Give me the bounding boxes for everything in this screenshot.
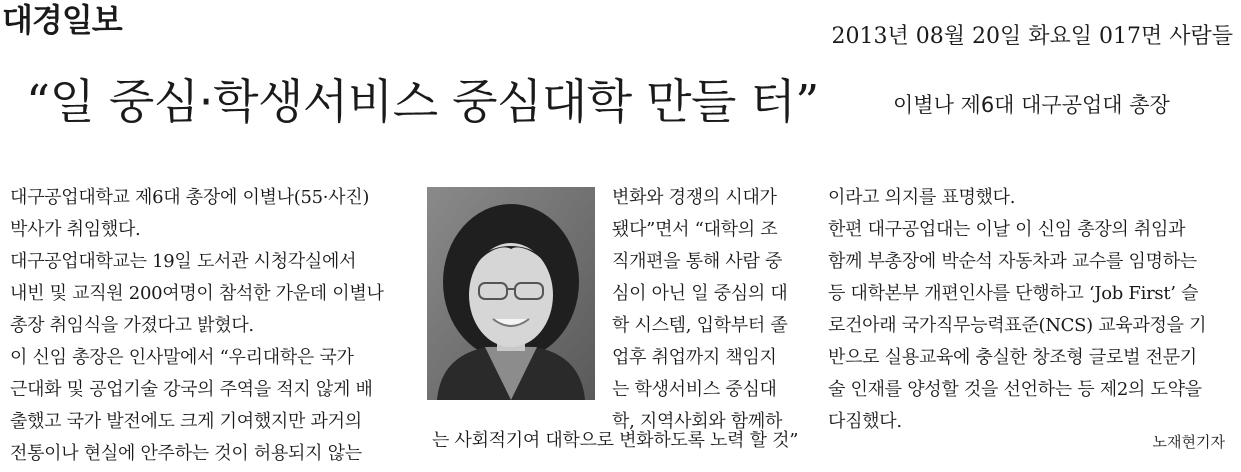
article-line: 업후 취업까지 책임지 [612, 347, 777, 368]
masthead-logo: 대경일보 [2, 1, 122, 39]
article-line: 박사가 취임했다. [10, 219, 141, 240]
article-line: 이라고 의지를 표명했다. [828, 187, 1016, 208]
dateline: 2013년 08월 20일 화요일 017면 사람들 [831, 24, 1233, 49]
article-line: 심이 아닌 일 중심의 대 [612, 283, 788, 304]
article-line: 내빈 및 교직원 200여명이 참석한 가운데 이별나 [10, 283, 384, 304]
article-line: 다짐했다. [828, 411, 902, 432]
headline [26, 73, 819, 133]
article-line: 는 학생서비스 중심대 [612, 379, 777, 400]
article-line: 직개편을 통해 사람 중 [612, 251, 783, 272]
article-line: 술 인재를 양성할 것을 선언하는 등 제2의 도약을 [828, 379, 1202, 400]
article-line: 출했고 국가 발전에도 크게 기여했지만 과거의 [10, 411, 362, 432]
portrait-image [427, 187, 595, 400]
article-line: 한편 대구공업대는 이날 이 신임 총장의 취임과 [828, 219, 1186, 240]
article-line: 총장 취임식을 가졌다고 밝혔다. [10, 315, 254, 336]
article-line: 등 대학본부 개편인사를 단행하고 ‘Job First’ 슬 [828, 283, 1199, 304]
article-column-2-continued: 는 사회적기여 대학으로 변화하도록 노력 할 것” [432, 430, 799, 451]
article-line: 로건아래 국가직무능력표준(NCS) 교육과정을 기 [828, 315, 1207, 336]
article-line: 변화와 경쟁의 시대가 [612, 187, 777, 208]
subheadline: 이별나 제6대 대구공업대 총장 [893, 93, 1170, 117]
article-column-2 [612, 182, 817, 438]
close-quote: ” [795, 75, 819, 130]
article-line: 대구공업대학교는 19일 도서관 시청각실에서 [10, 251, 357, 272]
headline-text: 일 중심·학생서비스 중심대학 만들 터 [49, 75, 796, 130]
article-column-1 [10, 182, 405, 470]
reporter-byline: 노재현기자 [1152, 433, 1225, 451]
article-line: 반으로 실용교육에 충실한 창조형 글로벌 전문기 [828, 347, 1197, 368]
article-line: 전통이나 현실에 안주하는 것이 허용되지 않는 [10, 443, 362, 464]
article-line: 근대화 및 공업기술 강국의 주역을 적지 않게 배 [10, 379, 373, 400]
article-line: 됐다”면서 “대학의 조 [612, 219, 778, 240]
portrait-photo [427, 187, 595, 400]
article-column-3 [828, 182, 1233, 438]
open-quote: “ [26, 75, 50, 130]
article-line: 학, 지역사회와 함께하 [612, 411, 783, 432]
article-line: 대구공업대학교 제6대 총장에 이별나(55·사진) [10, 187, 370, 208]
article-line: 이 신임 총장은 인사말에서 “우리대학은 국가 [10, 347, 354, 368]
article-line: 함께 부총장에 박순석 자동차과 교수를 임명하는 [828, 251, 1197, 272]
article-line: 학 시스템, 입학부터 졸 [612, 315, 788, 336]
